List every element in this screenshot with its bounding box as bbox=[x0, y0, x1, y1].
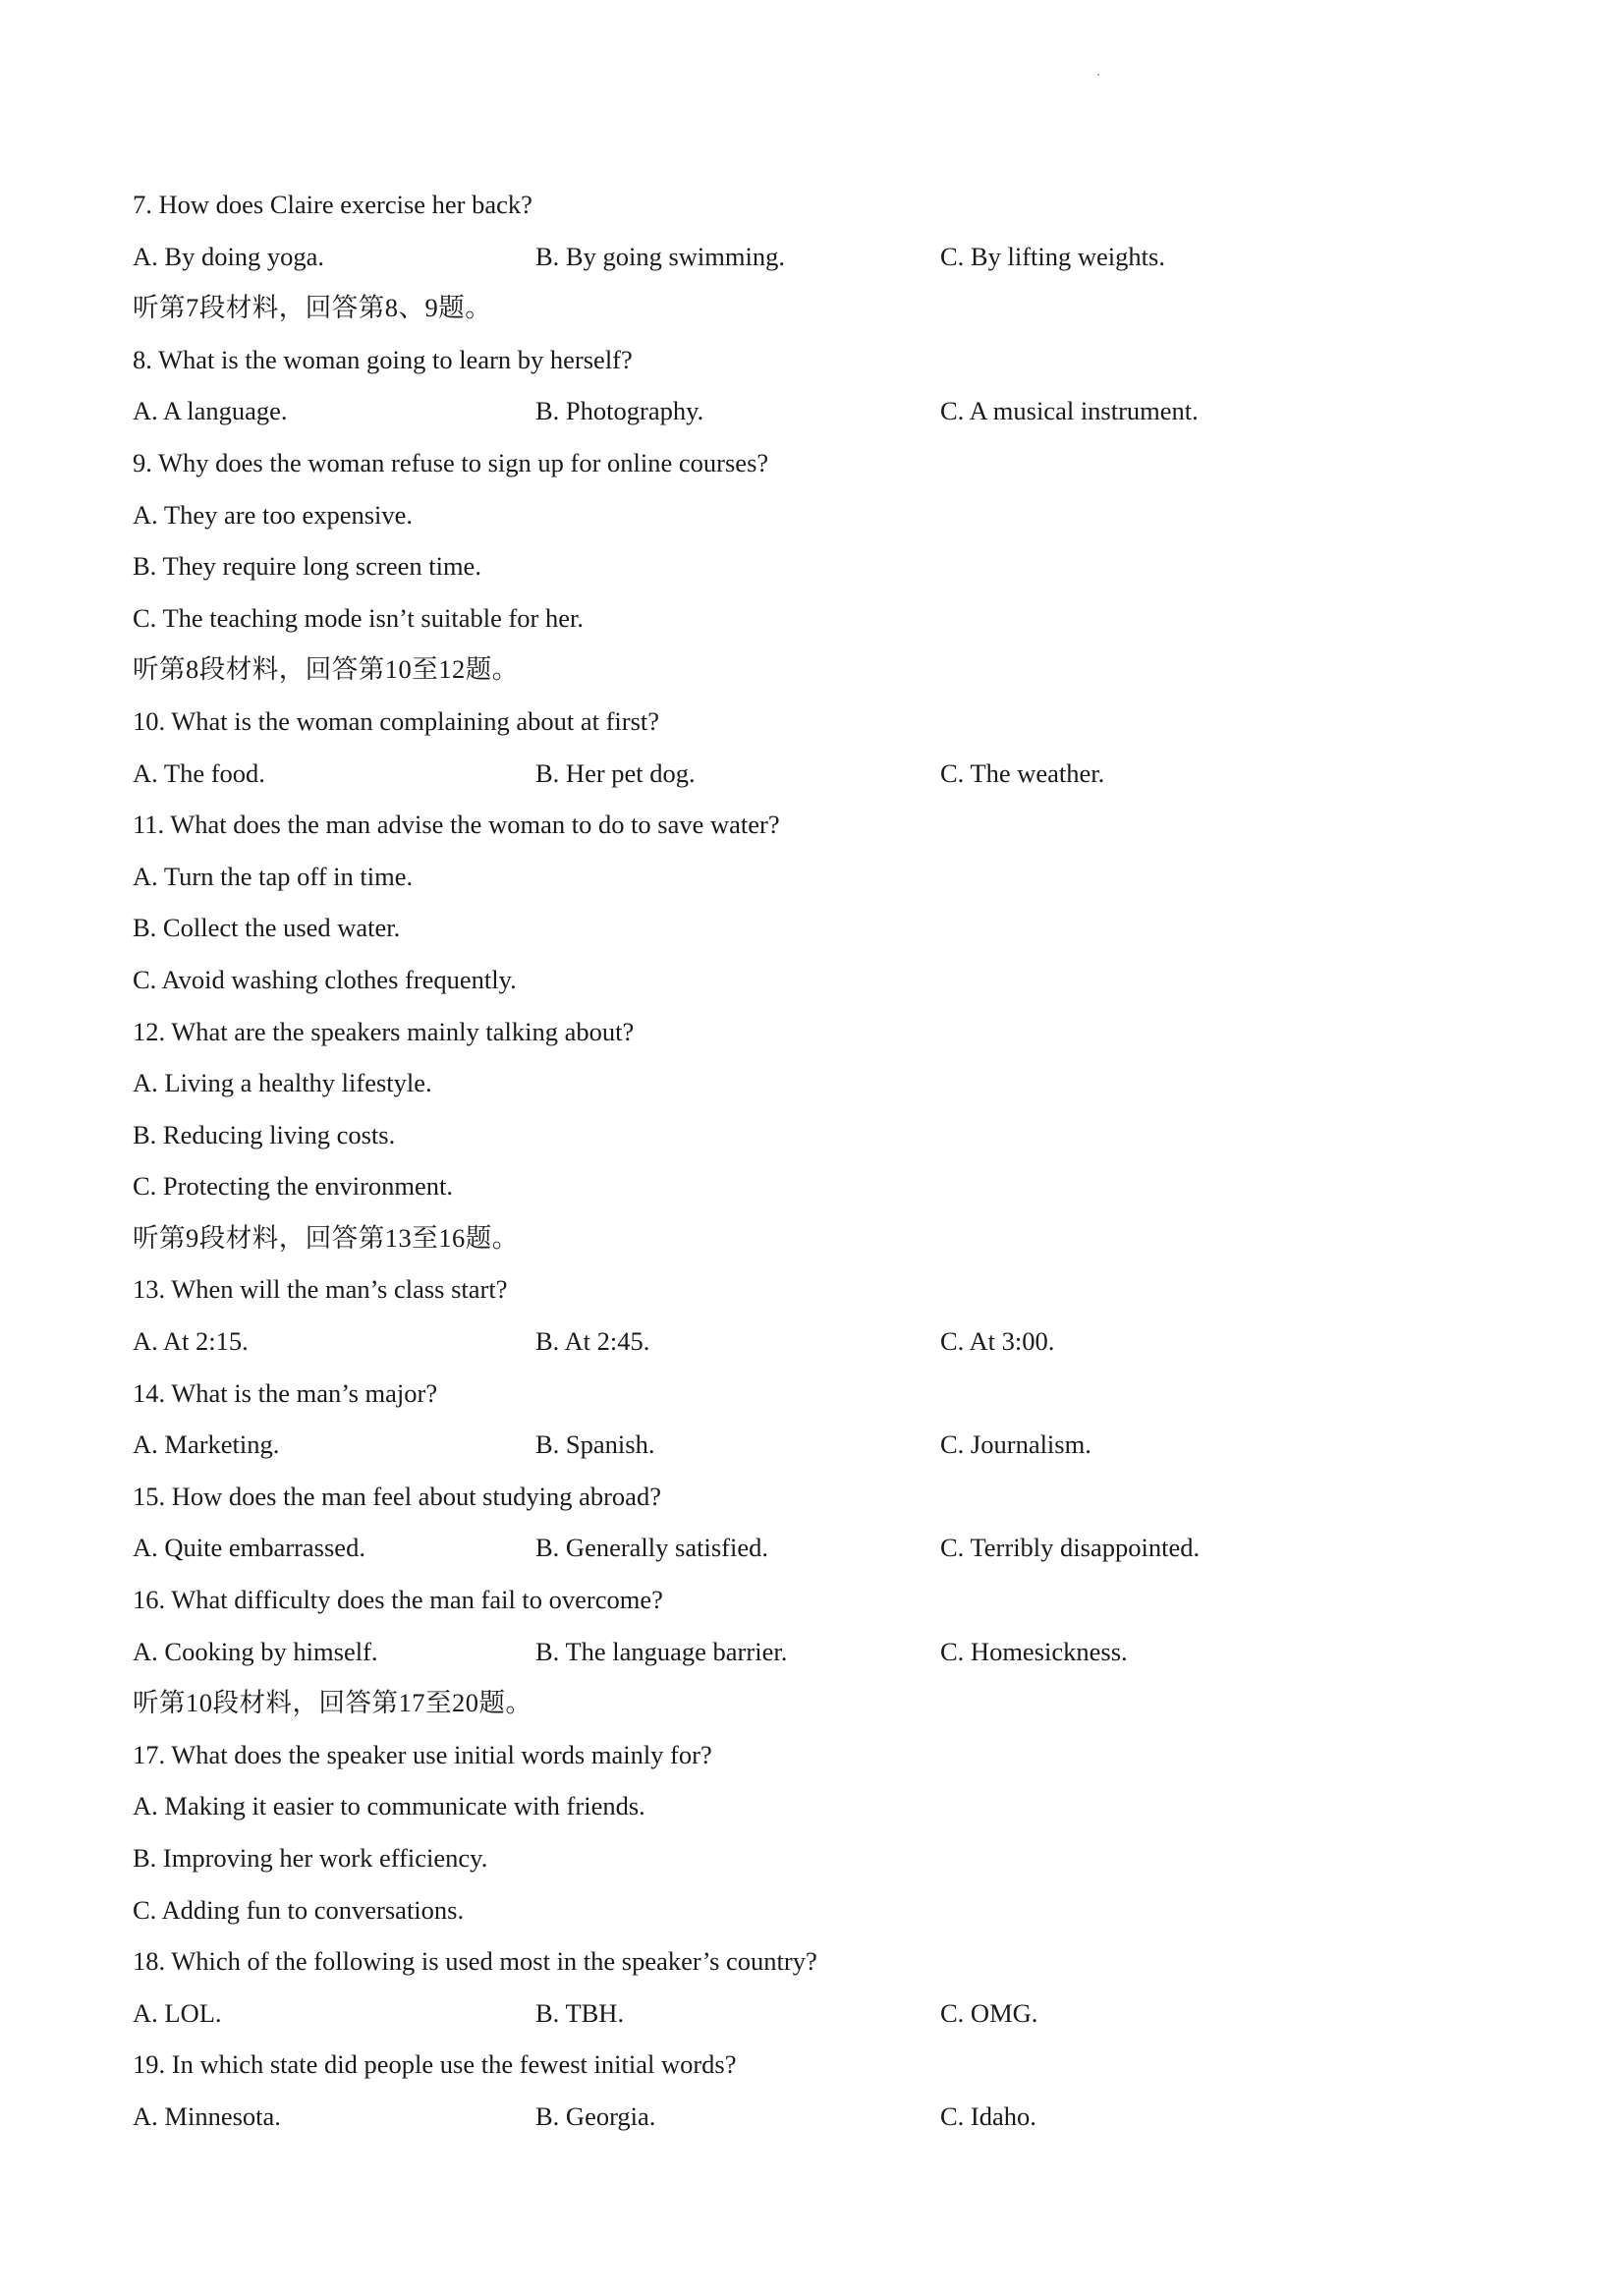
option-c: C. OMG. bbox=[940, 1997, 1038, 2028]
question-text: 8. What is the woman going to learn by herself? bbox=[133, 344, 633, 374]
option-b: B. TBH. bbox=[535, 1997, 625, 2028]
option-row bbox=[133, 1522, 1488, 1574]
option-row bbox=[133, 1419, 1488, 1471]
option-b: B. Photography. bbox=[535, 396, 704, 426]
option-b: B. Her pet dog. bbox=[535, 757, 696, 788]
option-a: A. At 2:15. bbox=[133, 1326, 249, 1357]
option-c: C. By lifting weights. bbox=[940, 241, 1165, 271]
question-text: 15. How does the man feel about studying abroad? bbox=[133, 1481, 661, 1511]
question-text: 9. Why does the woman refuse to sign up for online courses? bbox=[133, 447, 769, 477]
option-a: A. The food. bbox=[133, 757, 265, 788]
option-a: A. LOL. bbox=[133, 1997, 222, 2028]
section-instruction: 听第9段材料，回答第13至16题。 bbox=[133, 1222, 519, 1253]
question-text: 14. What is the man’s major? bbox=[133, 1377, 438, 1408]
question-text: 18. Which of the following is used most in the speaker’s country? bbox=[133, 1946, 817, 1977]
option-a: A. Cooking by himself. bbox=[133, 1636, 378, 1666]
question-text: 17. What does the speaker use initial words mainly for? bbox=[133, 1739, 712, 1769]
option-text: A. They are too expensive. bbox=[133, 499, 414, 530]
option-a: A. A language. bbox=[133, 396, 288, 426]
question-list bbox=[133, 179, 1488, 2143]
option-c: C. Homesickness. bbox=[940, 1636, 1128, 1666]
option-c: C. Journalism. bbox=[940, 1429, 1091, 1460]
question-text: 11. What does the man advise the woman to do to save water? bbox=[133, 810, 780, 840]
option-text: A. Turn the tap off in time. bbox=[133, 861, 414, 891]
question-text: 13. When will the man’s class start? bbox=[133, 1274, 508, 1305]
option-c: C. Terribly disappointed. bbox=[940, 1533, 1201, 1563]
option-row bbox=[133, 385, 1488, 437]
question-text: 7. How does Claire exercise her back? bbox=[133, 190, 532, 219]
option-b: B. Generally satisfied. bbox=[535, 1533, 768, 1563]
option-text: C. The teaching mode isn’t suitable for her. bbox=[133, 602, 584, 633]
option-text: B. Collect the used water. bbox=[133, 913, 401, 943]
section-instruction: 听第7段材料，回答第8、9题。 bbox=[133, 293, 492, 323]
option-a: A. Minnesota. bbox=[133, 2100, 281, 2131]
option-text: C. Protecting the environment. bbox=[133, 1171, 454, 1202]
option-b: B. By going swimming. bbox=[535, 241, 785, 271]
option-row bbox=[133, 1988, 1488, 2040]
option-text: B. Improving her work efficiency. bbox=[133, 1843, 488, 1873]
option-row bbox=[133, 231, 1488, 283]
option-text: C. Adding fun to conversations. bbox=[133, 1894, 465, 1925]
question-text: 19. In which state did people use the fewest initial words? bbox=[133, 2049, 737, 2080]
option-c: C. At 3:00. bbox=[940, 1326, 1055, 1357]
question-text: 16. What difficulty does the man fail to overcome? bbox=[133, 1585, 663, 1615]
option-row bbox=[133, 1626, 1488, 1678]
option-a: A. By doing yoga. bbox=[133, 241, 325, 271]
option-text: B. They require long screen time. bbox=[133, 551, 481, 582]
option-text: A. Living a healthy lifestyle. bbox=[133, 1068, 432, 1098]
option-b: B. The language barrier. bbox=[535, 1636, 788, 1666]
option-text: A. Making it easier to communicate with friends. bbox=[133, 1791, 645, 1821]
option-b: B. Georgia. bbox=[535, 2100, 656, 2131]
option-row bbox=[133, 748, 1488, 800]
option-a: A. Marketing. bbox=[133, 1429, 280, 1460]
question-text: 12. What are the speakers mainly talking about? bbox=[133, 1016, 635, 1046]
option-c: C. Idaho. bbox=[940, 2100, 1036, 2131]
section-instruction: 听第10段材料，回答第17至20题。 bbox=[133, 1688, 532, 1718]
option-c: C. A musical instrument. bbox=[940, 396, 1199, 426]
option-text: C. Avoid washing clothes frequently. bbox=[133, 964, 517, 994]
option-row bbox=[133, 2091, 1488, 2143]
option-b: B. Spanish. bbox=[535, 1429, 655, 1460]
option-c: C. The weather. bbox=[940, 757, 1105, 788]
option-row bbox=[133, 1316, 1488, 1368]
page-speck bbox=[1097, 74, 1099, 76]
question-text: 10. What is the woman complaining about at first? bbox=[133, 705, 660, 736]
section-instruction: 听第8段材料，回答第10至12题。 bbox=[133, 654, 519, 685]
option-a: A. Quite embarrassed. bbox=[133, 1533, 365, 1563]
option-b: B. At 2:45. bbox=[535, 1326, 650, 1357]
option-text: B. Reducing living costs. bbox=[133, 1119, 396, 1149]
